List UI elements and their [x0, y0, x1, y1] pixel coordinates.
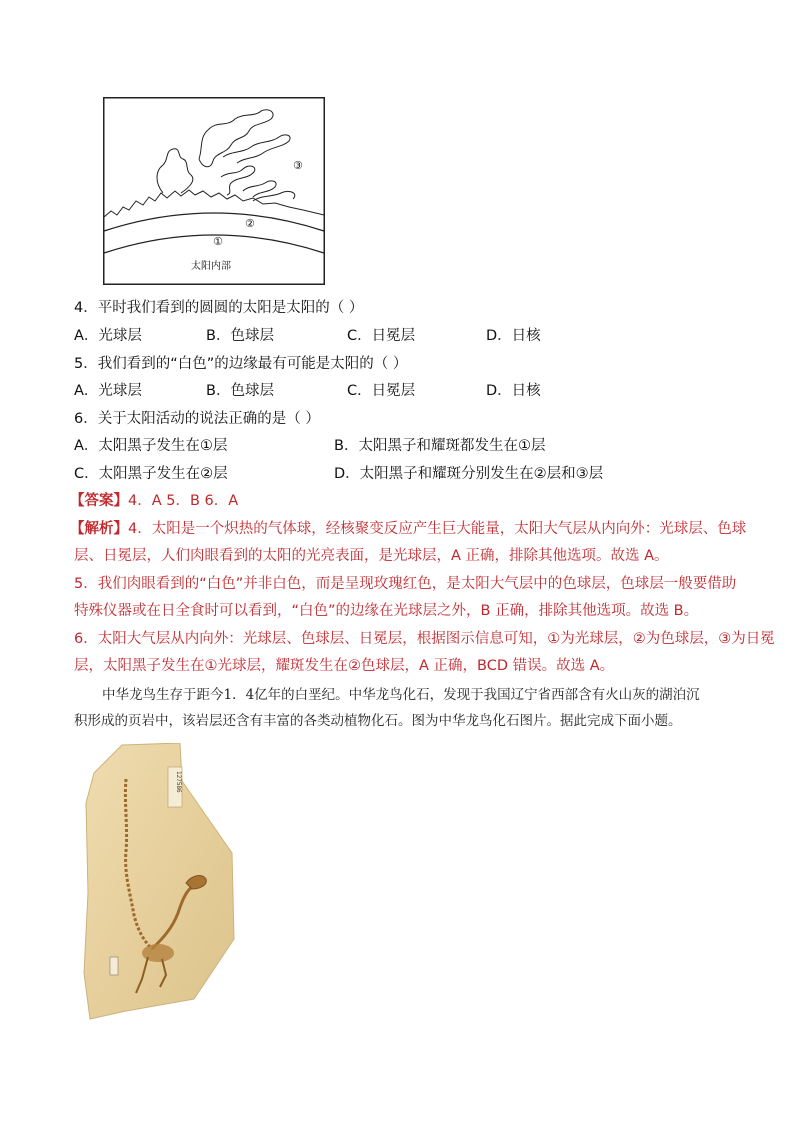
label-photosphere: ① — [213, 235, 223, 248]
q6-option-d: D．太阳黑子和耀斑分别发生在②层和③层 — [334, 466, 604, 482]
q6-option-b: B．太阳黑子和耀斑都发生在①层 — [334, 438, 546, 454]
q5-option-c: C．日冕层 — [347, 383, 416, 399]
analysis-tag: 【解析】 — [70, 521, 128, 537]
analysis-q4-line2: 层、日冕层，人们肉眼看到的太阳的光亮表面，是光球层，A 正确，排除其他选项。故选 A。 — [74, 548, 669, 564]
analysis-q6-line1: 6．太阳大气层从内向外：光球层、色球层、日冕层，根据图示信息可知，①为光球层，②为色球层，③为日冕 — [74, 631, 775, 647]
intro-line-2: 积形成的页岩中，该岩层还含有丰富的各类动植物化石。图为中华龙鸟化石图片。据此完成下面小题。 — [74, 713, 682, 729]
q6-option-a: A．太阳黑子发生在①层 — [74, 438, 228, 454]
q5-option-a: A．光球层 — [74, 383, 142, 399]
label-chromosphere: ② — [245, 217, 255, 230]
question-4-stem: 4．平时我们看到的圆圆的太阳是太阳的（ ） — [74, 300, 364, 316]
question-5-stem: 5．我们看到的“白色”的边缘最有可能是太阳的（ ） — [74, 356, 408, 372]
analysis-q4-text1: 4．太阳是一个炽热的气体球，经核聚变反应产生巨大能量，太阳大气层从内向外：光球层、色球 — [128, 521, 747, 537]
analysis-q4-line1 — [70, 519, 746, 539]
label-corona: ③ — [293, 159, 303, 172]
analysis-q5-line1: 5．我们肉眼看到的“白色”并非白色，而是呈现玫瑰红色，是太阳大气层中的色球层，色球层一般要借助 — [74, 576, 737, 592]
analysis-q6-line2: 层，太阳黑子发生在①光球层，耀斑发生在②色球层，A 正确，BCD 错误。故选 A。 — [74, 658, 615, 674]
answer-line — [70, 491, 238, 511]
q5-option-b: B．色球层 — [206, 383, 274, 399]
q4-option-b: B．色球层 — [206, 328, 274, 344]
label-sun-interior: 太阳内部 — [191, 261, 231, 272]
q4-option-a: A．光球层 — [74, 328, 142, 344]
fossil-slab — [84, 743, 234, 1019]
answer-text: 4．A 5．B 6．A — [128, 493, 239, 509]
intro-paragraph — [74, 682, 734, 734]
question-6-stem: 6．关于太阳活动的说法正确的是（ ） — [74, 411, 320, 427]
intro-line-1: 中华龙鸟生存于距今1．4亿年的白垩纪。中华龙鸟化石，发现于我国辽宁省西部含有火山灰的湖泊沉 — [102, 687, 700, 703]
sinosauropteryx-fossil-image — [82, 743, 242, 1020]
sun-layer-diagram — [103, 97, 325, 285]
q5-option-d: D．日核 — [486, 383, 541, 399]
q6-option-c: C．太阳黑子发生在②层 — [74, 466, 228, 482]
q4-option-d: D．日核 — [486, 328, 541, 344]
answer-tag: 【答案】 — [70, 493, 128, 509]
q4-option-c: C．日冕层 — [347, 328, 416, 344]
scale-bar — [110, 957, 118, 975]
analysis-q5-line2: 特殊仪器或在日全食时可以看到，“白色”的边缘在光球层之外，B 正确，排除其他选项。故选 B。 — [74, 603, 699, 619]
specimen-number: 127586 — [175, 771, 182, 793]
